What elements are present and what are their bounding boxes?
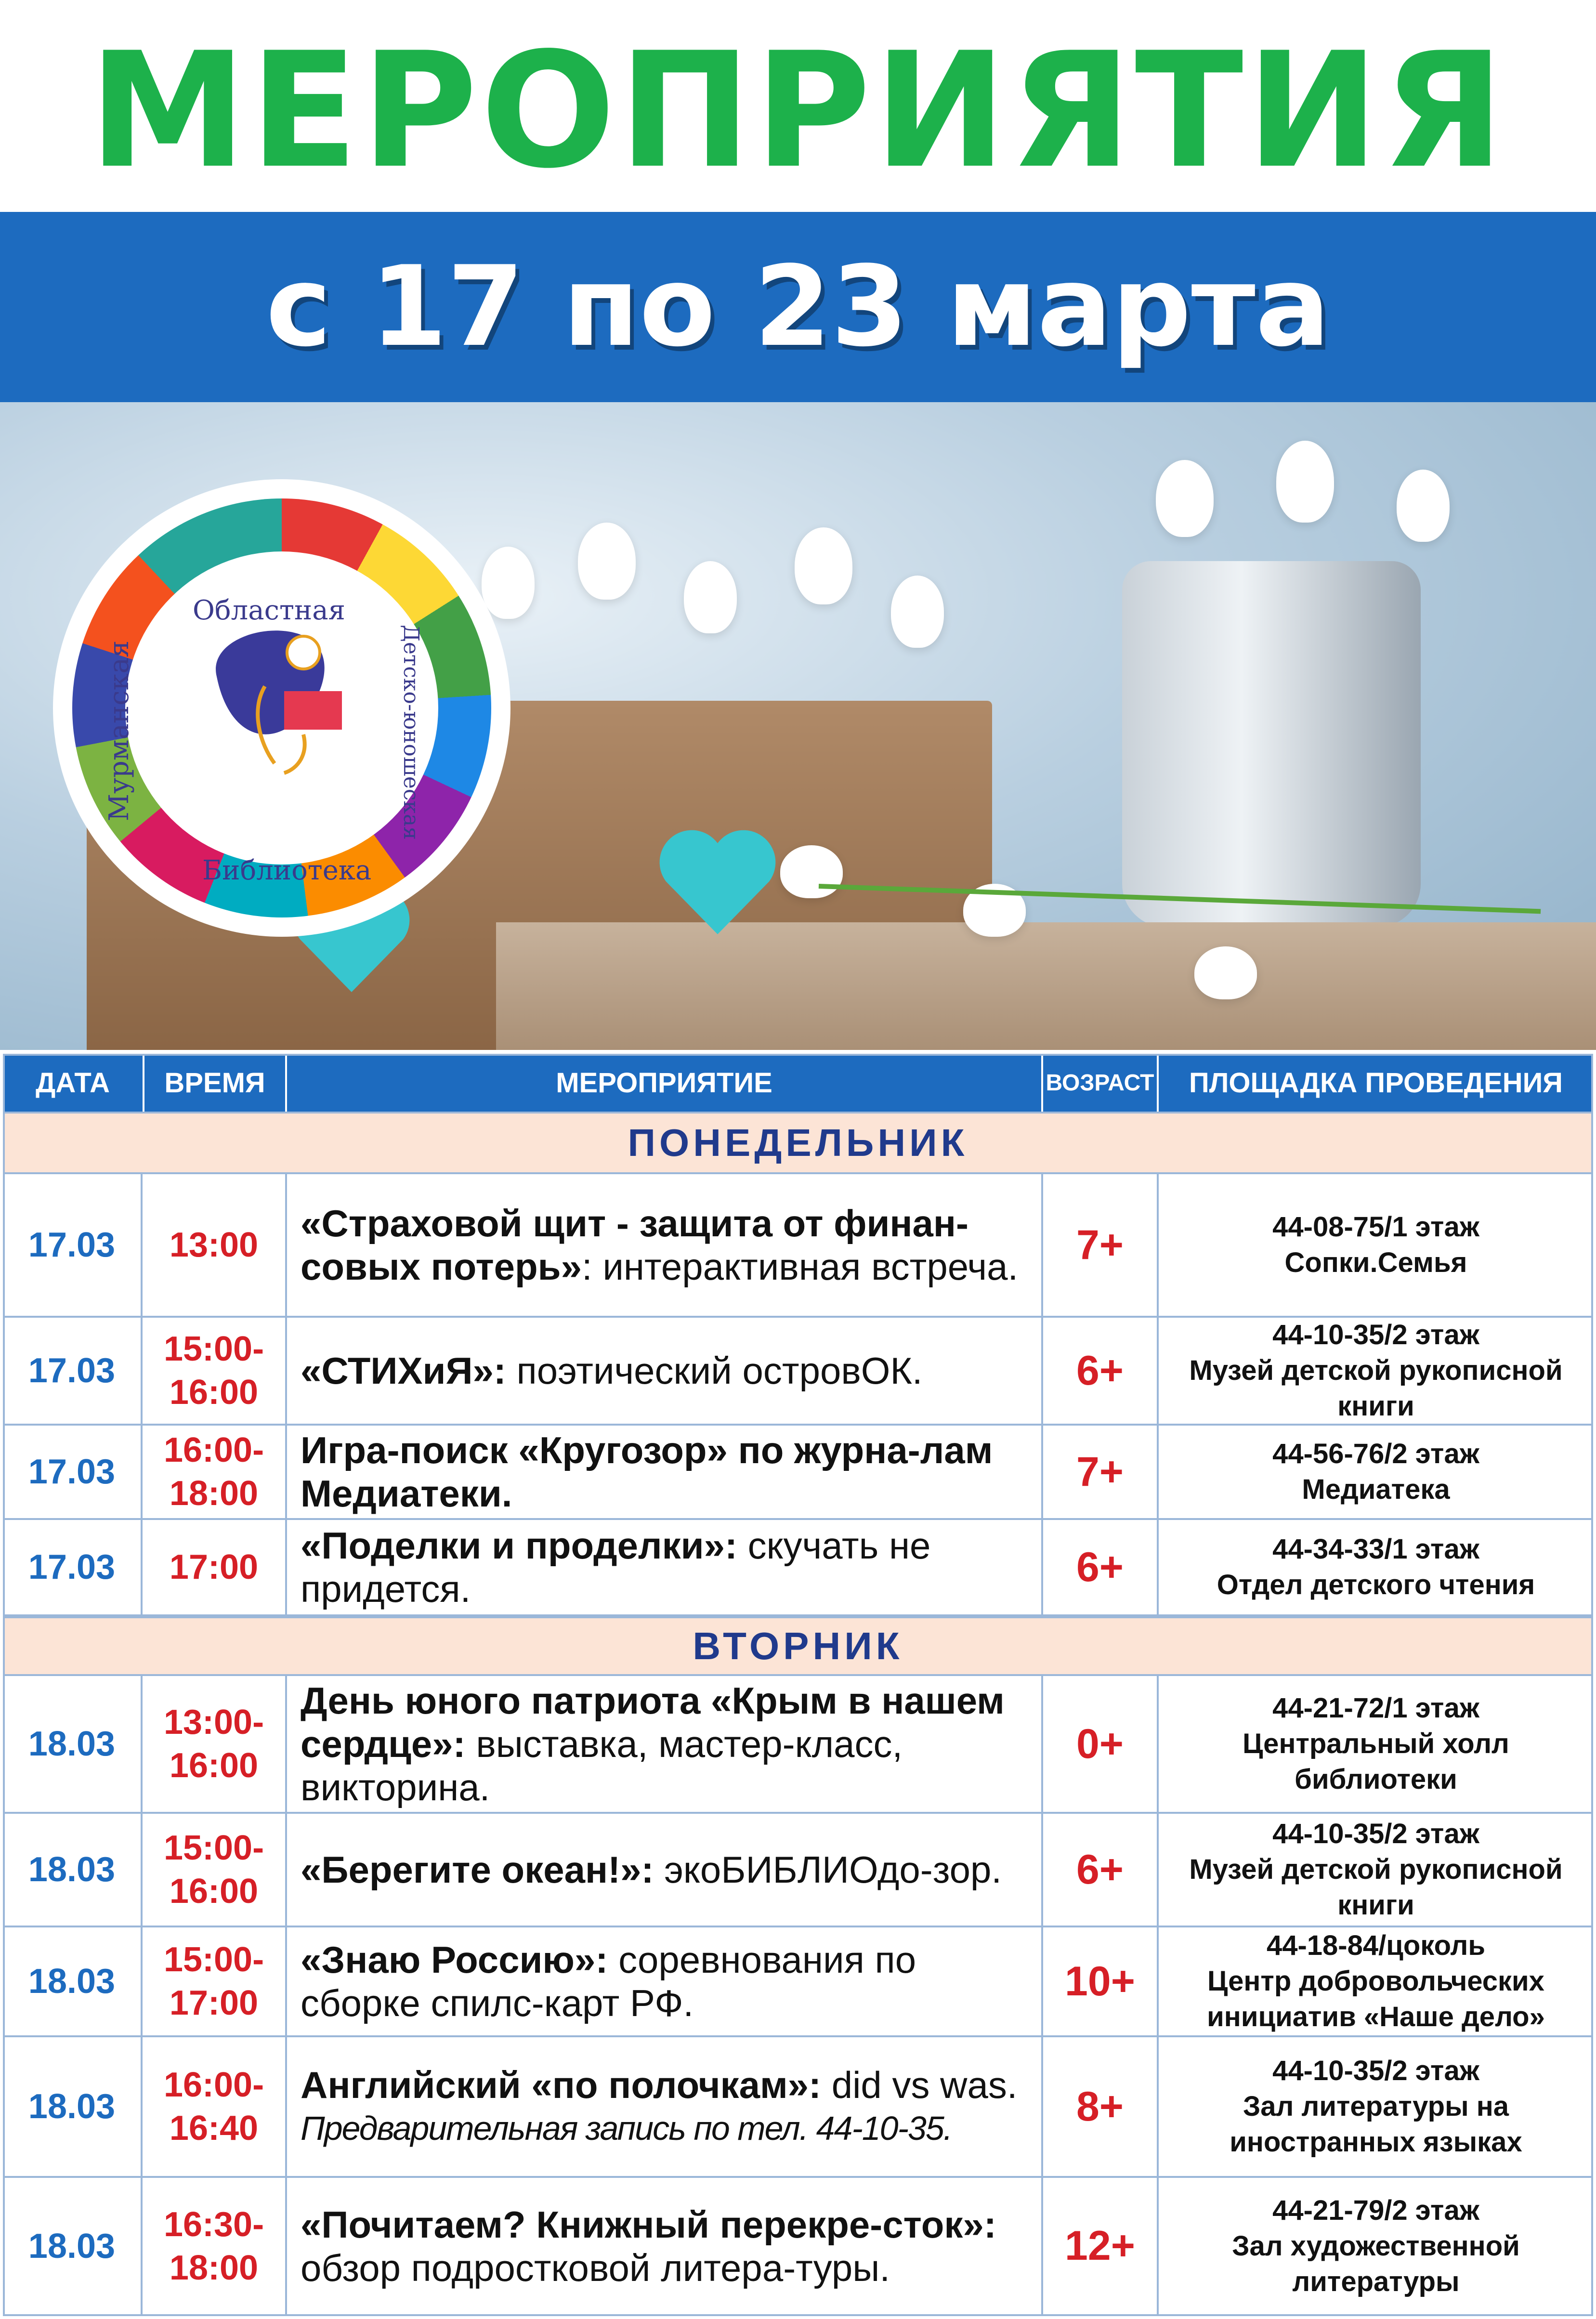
event-time: 15:00-17:00 [143, 1927, 287, 2035]
place-phone: 44-56-76/2 этаж [1272, 1438, 1479, 1469]
heart-icon [655, 826, 780, 937]
event-description [287, 1318, 1043, 1424]
event-date: 18.03 [3, 2178, 143, 2314]
event-time: 16:30-18:00 [143, 2178, 287, 2314]
place-name: Центр добровольческих инициатив «Наше дело» [1207, 1965, 1545, 2032]
event-title: «СТИХиЯ»: [301, 1349, 506, 1392]
event-age: 6+ [1043, 1520, 1159, 1614]
event-title: День юного патриота «Крым в нашем сердце»: [301, 1679, 1005, 1765]
column-header-event: МЕРОПРИЯТИЕ [287, 1054, 1041, 1112]
spring-flowers-photo [0, 402, 1596, 1050]
metal-pitcher [1122, 561, 1421, 927]
event-date: 18.03 [3, 1814, 143, 1926]
logo-word-bottom: Библиотека [202, 855, 372, 886]
event-date: 18.03 [3, 2037, 143, 2176]
page-title: МЕРОПРИЯТИЯ [89, 18, 1507, 203]
event-age: 6+ [1043, 1814, 1159, 1926]
place-name: Музей детской рукописной книги [1189, 1355, 1563, 1422]
event-place [1159, 1318, 1593, 1424]
event-place [1159, 1814, 1593, 1926]
event-age: 7+ [1043, 1426, 1159, 1518]
snowdrop-flower [578, 523, 636, 600]
place-phone: 44-10-35/2 этаж [1272, 1818, 1479, 1849]
event-age: 6+ [1043, 1318, 1159, 1424]
snowdrop-flower [684, 561, 737, 633]
place-phone: 44-10-35/2 этаж [1272, 2055, 1479, 2086]
place-name: Музей детской рукописной книги [1189, 1854, 1563, 1921]
table-row [3, 1927, 1593, 2037]
event-description [287, 1174, 1043, 1316]
event-note: Предварительная запись по тел. 44-10-35. [301, 2109, 952, 2147]
event-time: 15:00-16:00 [143, 1814, 287, 1926]
table-row [3, 1174, 1593, 1318]
place-name: Центральный холл библиотеки [1243, 1728, 1509, 1795]
place-name: Сопки.Семья [1284, 1247, 1467, 1278]
event-time: 17:00 [143, 1520, 287, 1614]
event-details: обзор подростковой литера-туры. [301, 2246, 890, 2289]
library-logo [53, 479, 510, 937]
wooden-board [496, 922, 1596, 1050]
event-place [1159, 1426, 1593, 1518]
event-place [1159, 1927, 1593, 2035]
event-details: : интерактивная встреча. [582, 1245, 1019, 1288]
place-phone: 44-21-72/1 этаж [1272, 1692, 1479, 1724]
event-place [1159, 1174, 1593, 1316]
event-description [287, 1520, 1043, 1614]
date-range-banner [0, 212, 1596, 402]
event-date: 17.03 [3, 1520, 143, 1614]
snowdrop-flower [1156, 460, 1214, 537]
event-date: 18.03 [3, 1927, 143, 2035]
event-title: «Поделки и проделки»: [301, 1524, 737, 1567]
event-description [287, 2178, 1043, 2314]
event-title: Игра-поиск «Кругозор» по журна-лам Медиатеки. [301, 1429, 993, 1515]
column-header-age: ВОЗРАСТ [1043, 1054, 1157, 1112]
event-details: поэтический островОК. [506, 1349, 923, 1392]
date-range: с 17 по 23 марта [265, 243, 1331, 371]
day-header-monday: ПОНЕДЕЛЬНИК [3, 1112, 1593, 1174]
event-date: 18.03 [3, 1676, 143, 1812]
place-phone: 44-18-84/цоколь [1266, 1930, 1486, 1961]
column-header-place: ПЛОЩАДКА ПРОВЕДЕНИЯ [1159, 1054, 1593, 1112]
event-title: «Страховой щит - защита от финан-совых потерь» [301, 1202, 968, 1288]
event-title: Английский «по полочкам»: [301, 2064, 822, 2106]
event-place [1159, 2037, 1593, 2176]
snowdrop-flower [795, 527, 852, 604]
event-time: 13:00 [143, 1174, 287, 1316]
event-description [287, 1814, 1043, 1926]
snowdrop-flower [891, 576, 944, 648]
event-date: 17.03 [3, 1318, 143, 1424]
event-description [287, 1927, 1043, 2035]
event-place [1159, 2178, 1593, 2314]
event-date: 17.03 [3, 1426, 143, 1518]
event-details: соревнования по сборке спилс-карт РФ. [301, 1939, 916, 2024]
snowdrop-flower [1276, 441, 1334, 523]
table-row [3, 1520, 1593, 1616]
event-age: 7+ [1043, 1174, 1159, 1316]
place-name: Зал художественной литературы [1232, 2230, 1520, 2297]
snowdrop-flower [780, 845, 843, 898]
logo-word-top: Областная [193, 595, 345, 626]
event-place [1159, 1520, 1593, 1614]
event-date: 17.03 [3, 1174, 143, 1316]
event-age: 12+ [1043, 2178, 1159, 2314]
place-phone: 44-21-79/2 этаж [1272, 2194, 1479, 2226]
snowdrop-flower [1194, 946, 1257, 999]
event-age: 10+ [1043, 1927, 1159, 2035]
column-header-time: ВРЕМЯ [144, 1054, 285, 1112]
logo-word-left: Мурманская [104, 640, 135, 822]
table-row [3, 1426, 1593, 1520]
place-phone: 44-34-33/1 этаж [1272, 1533, 1479, 1565]
table-row [3, 2178, 1593, 2314]
snowdrop-flower [482, 547, 535, 619]
event-details: выставка, мастер-класс, викторина. [301, 1723, 903, 1808]
table-row [3, 2037, 1593, 2178]
event-details: скучать не придется. [301, 1524, 931, 1610]
place-phone: 44-08-75/1 этаж [1272, 1211, 1479, 1243]
event-time: 16:00-16:40 [143, 2037, 287, 2176]
event-description [287, 1426, 1043, 1518]
snowdrop-flower [1397, 470, 1450, 542]
event-title: «Почитаем? Книжный перекре-сток»: [301, 2203, 996, 2246]
event-age: 8+ [1043, 2037, 1159, 2176]
event-place [1159, 1676, 1593, 1812]
table-row [3, 1814, 1593, 1927]
event-time: 13:00-16:00 [143, 1676, 287, 1812]
day-header-tuesday: ВТОРНИК [3, 1616, 1593, 1676]
place-name: Зал литературы на иностранных языках [1230, 2091, 1522, 2158]
table-row [3, 1318, 1593, 1426]
logo-word-right: Детско-юношеская [398, 625, 423, 840]
event-description [287, 1676, 1043, 1812]
event-title: «Знаю Россию»: [301, 1939, 608, 1981]
event-description [287, 2037, 1043, 2176]
place-phone: 44-10-35/2 этаж [1272, 1319, 1479, 1350]
event-age: 0+ [1043, 1676, 1159, 1812]
event-title: «Берегите океан!»: [301, 1848, 654, 1891]
reader-figure-icon [197, 619, 371, 783]
event-details: экоБИБЛИОдо-зор. [654, 1848, 1002, 1891]
event-details: did vs was. [821, 2064, 1018, 2106]
place-name: Отдел детского чтения [1217, 1569, 1535, 1600]
event-time: 15:00-16:00 [143, 1318, 287, 1424]
place-name: Медиатека [1302, 1474, 1450, 1505]
column-header-date: ДАТА [3, 1054, 143, 1112]
table-row [3, 1676, 1593, 1814]
event-time: 16:00-18:00 [143, 1426, 287, 1518]
